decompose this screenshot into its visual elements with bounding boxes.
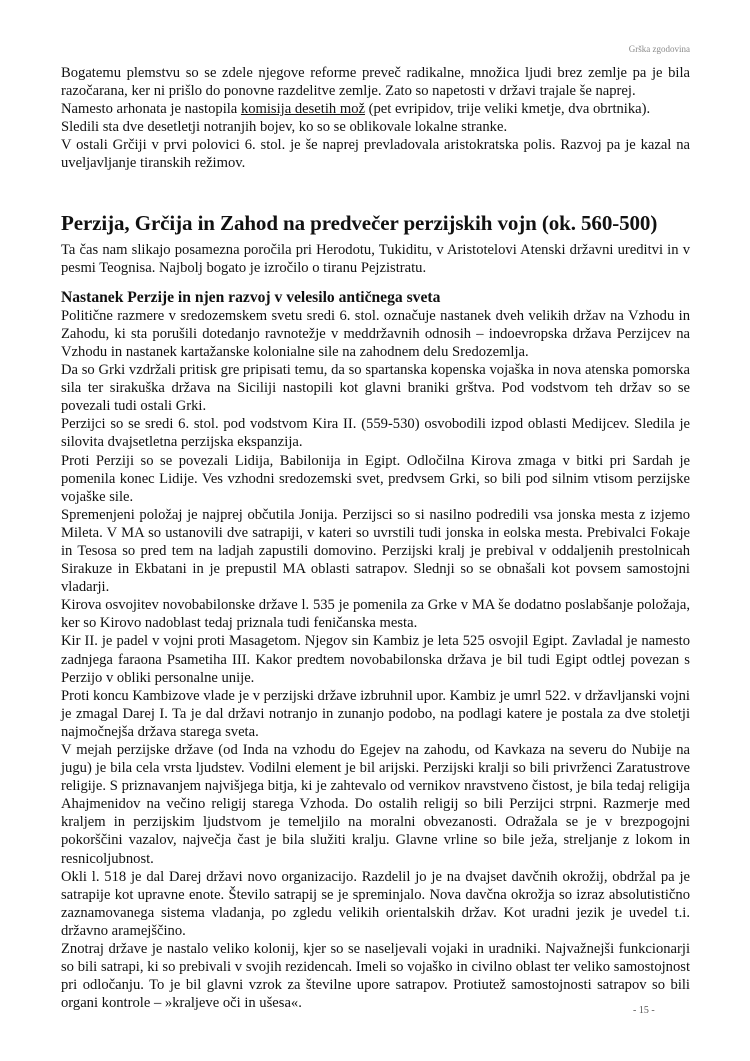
intro-paragraph-4: V ostali Grčiji v prvi polovici 6. stol. je še naprej prevladovala aristokratska polis. Razvoj pa je kazal na uveljavljanje tiranskih režimov. xyxy=(61,137,690,172)
intro-paragraph-3: Sledili sta dve desetletji notranjih bojev, ko so se oblikovale lokalne stranke. xyxy=(61,119,508,136)
paragraph: Kir II. je padel v vojni proti Masagetom. Njegov sin Kambiz je leta 525 osvojil Egipt. Zavladal je namesto zadnjega faraona Psametiha III. Kakor predtem novobabilonska država je bil tudi Egipt odtlej povezan s Perzijo v obliki personalne unije. xyxy=(61,633,690,686)
underlined-term: komisija desetih mož xyxy=(240,101,365,118)
paragraph: Kirova osvojitev novobabilonske države l. 535 je pomenila za Grke v MA še dodatno poslabšanje položaja, ker so Kirovo nadoblast tedaj priznala tudi feničanska mesta. xyxy=(61,597,690,632)
paragraph: Okli l. 518 je dal Darej državi novo organizacijo. Razdelil jo je na dvajset davčnih okrožij, obdržal pa je satrapije kot upravne enote. Število satrapij se je spreminjalo. Nova davčna okrožja so izraz absolutistično zaznamovanega sistema vladanja, po zgledu velikih orientalskih držav. Kot uradni jezik je uvedel t.i. državno aramejščino. xyxy=(61,868,690,939)
page-content xyxy=(61,64,690,1012)
paragraph: V mejah perzijske države (od Inda na vzhodu do Egejev na zahodu, od Kavkaza na severu do Nubije na jugu) je bila cela vrsta ljudstev. Vodilni element je bil arijski. Perzijski kralji so bili privrženci Zaratustrove religije. S priznavanjem najvišjega bitja, ki je zahtevalo od vernikov nravstveno čistost, je bila tedaj religija Ahajmenidov na večino religij starega Vzhoda. Do ostalih religij so bili Perzijci strpni. Razmerje med kraljem in perzijskim ljudstvom je temeljilo na moralni obvezanosti. Odražala se je v brezpogojni pokorščini vazalov, največja čast je bila služiti kralju. Glavne vrline so bile ježa, streljanje z lokom in resnicoljubnost. xyxy=(61,742,690,867)
paragraph: Proti Perziji so se povezali Lidija, Babilonija in Egipt. Odločilna Kirova zmaga v bitki pri Sardah je pomenila konec Lidije. Ves vzhodni sredozemski svet, predvsem Grki, so bili pod silnim vtisom perzijske vojaške sile. xyxy=(61,452,690,505)
section-intro: Ta čas nam slikajo posamezna poročila pri Herodotu, Tukiditu, v Aristotelovi Atenski državni ureditvi in v pesmi Teognisa. Najbolj bogato je izročilo o tiranu Pejzistratu. xyxy=(61,241,690,276)
paragraph: Da so Grki vzdržali pritisk gre pripisati temu, da so spartanska kopenska vojaška in nova atenska pomorska sila ter sirakuška država na Siciliji nastopili kot glavni braniki grštva. Pod vodstvom teh držav so se povezali tudi ostali Grki. xyxy=(61,362,690,415)
paragraph: Perzijci so se sredi 6. stol. pod vodstvom Kira II. (559-530) osvobodili izpod oblasti Medijcev. Sledila je silovita dvajsetletna perzijska ekspanzija. xyxy=(61,416,690,451)
paragraph: Politične razmere v sredozemskem svetu sredi 6. stol. označuje nastanek dveh velikih držav na Vzhodu in Zahodu, ki sta porušili dotedanjo ravnotežje v meddržavnih odnosih – indoevropska država Perzijcev na Vzhodu in nastanek kartažanske kolonialne sile na zahodnem delu Sredozemlja. xyxy=(61,307,690,360)
intro-p2-after: (pet evripidov, trije veliki kmetje, dva obrtnika). xyxy=(364,101,651,118)
subsection-heading: Nastanek Perzije in njen razvoj v velesilo antičnega sveta xyxy=(61,288,441,306)
intro-p2-before: Namesto arhonata je nastopila xyxy=(61,101,241,118)
paragraph: Znotraj države je nastalo veliko kolonij, kjer so se naseljevali vojaki in uradniki. Najvažnejši funkcionarji so bili satrapi, ki so prebivali v svojih rezidencah. Imeli so vojaško in civilno oblast ter veliko samostojnost pri odločanju. To je bil glavni vzrok za številne upore satrapov. Protiutež samostojnosti satrapov so bili organi kontrole – »kraljeve oči in ušesa«. xyxy=(61,941,690,1012)
paragraph: Proti koncu Kambizove vlade je v perzijski države izbruhnil upor. Kambiz je umrl 522. v državljanski vojni je zmagal Darej I. Ta je dal državi notranjo in zunanjo podobo, na podlagi katere je postala za dve stoletji najmočnejša država starega sveta. xyxy=(61,687,690,740)
paragraph: Spremenjeni položaj je najprej občutila Jonija. Perzijsci so si nasilno podredili vsa jonska mesta z izjemo Mileta. V MA so ustanovili dve satrapiji, v kateri so uvrstili tudi jonska in eolska mesta. Prebivalci Fokaje in Tesosa so pred tem na ladjah zapustili domovino. Perzijski kralj je prebival v oddaljenih prestolnicah Sirakuze in Ekbatani in je prepustil MA oblasti satrapov. Slednji so se obnašali kot povsem samostojni vladarji. xyxy=(61,506,690,596)
page-number: - 15 - xyxy=(633,1005,655,1016)
running-header: Grška zgodovina xyxy=(628,44,690,54)
intro-paragraph-1: Bogatemu plemstvu so se zdele njegove reforme preveč radikalne, množica ljudi brez zemlje pa je bila razočarana, ker ni prišlo do ponovne razdelitve zemlje. Zato so napetosti v državi trajale še naprej. xyxy=(61,65,690,100)
intro-paragraph-2 xyxy=(61,100,690,118)
section-heading: Perzija, Grčija in Zahod na predvečer perzijskih vojn (ok. 560-500) xyxy=(61,210,658,235)
